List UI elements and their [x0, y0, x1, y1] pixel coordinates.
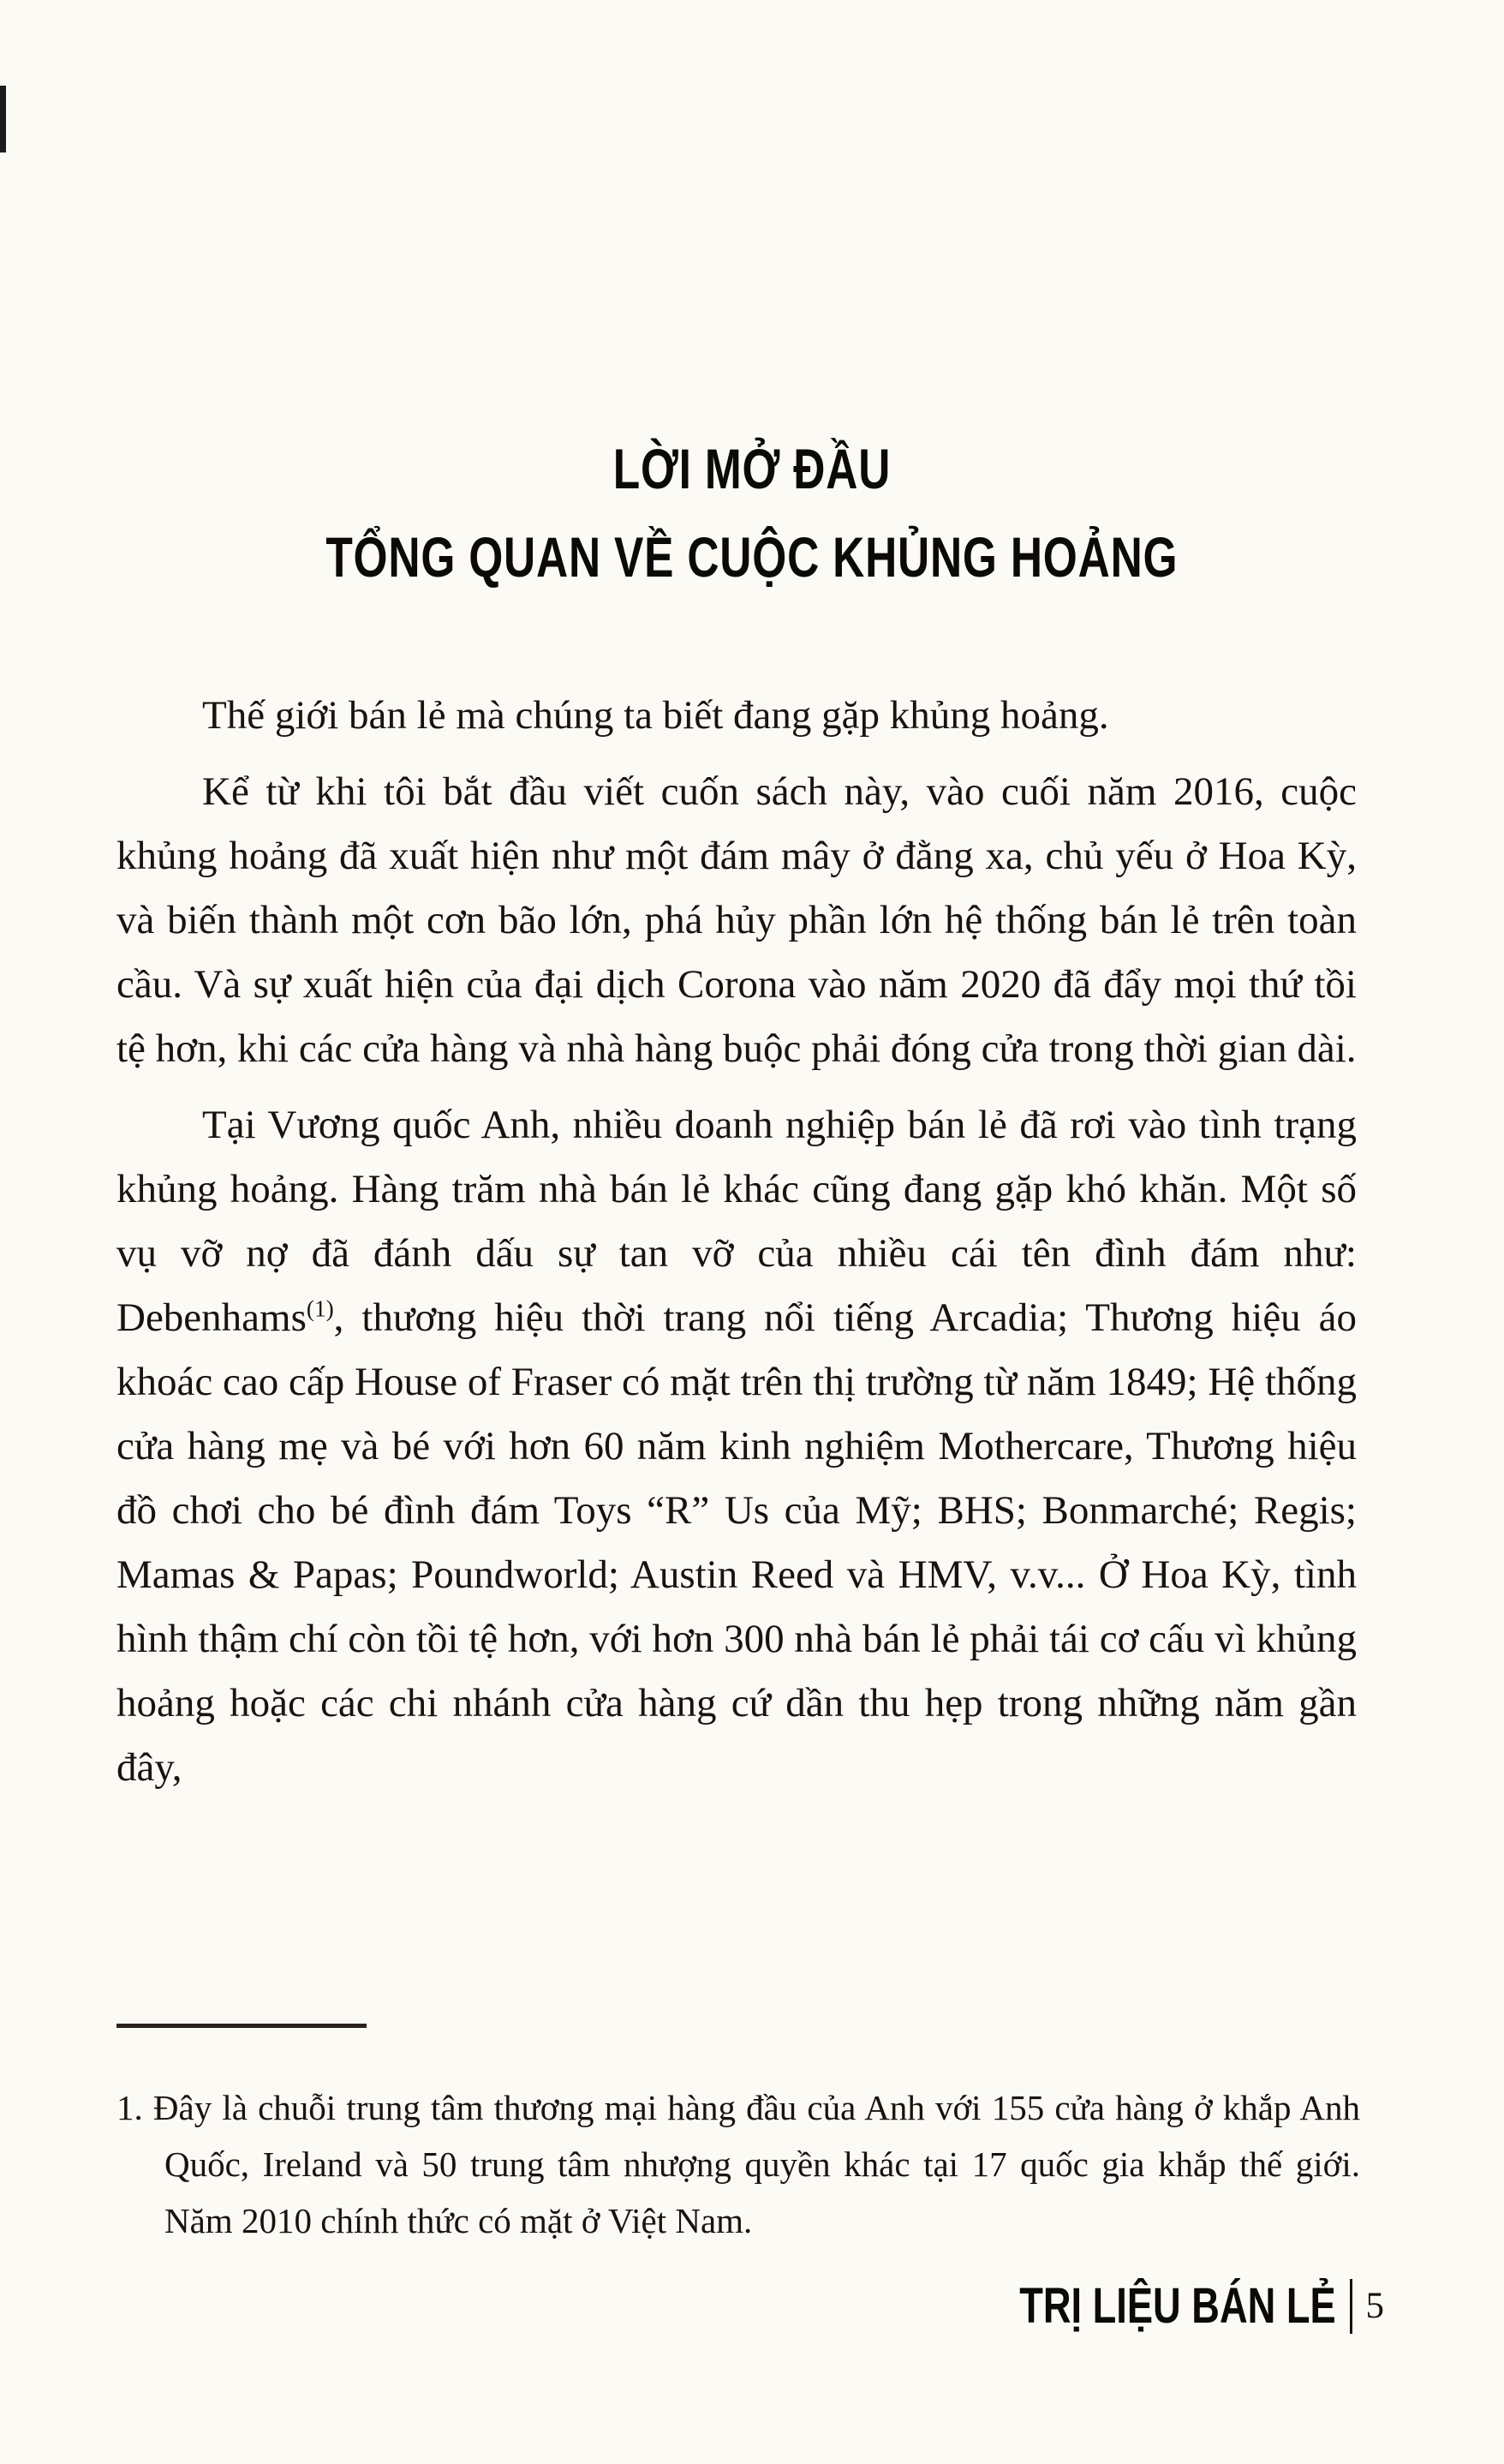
scan-edge-artifact: [0, 86, 6, 153]
page-footer: [930, 2277, 1384, 2335]
footnote-text: Đây là chuỗi trung tâm thương mại hàng đầu của Anh với 155 cửa hàng ở khắp Anh Quốc, Ireland và 50 trung tâm nhượng quyền khác tại 17 quốc gia khắp thế giới. Năm 2010 chính thức có mặt ở Việt Nam.: [152, 2088, 1360, 2240]
body-text: [116, 684, 1357, 1812]
body-paragraph-2: Kể từ khi tôi bắt đầu viết cuốn sách này, vào cuối năm 2016, cuộc khủng hoảng đã xuất hiện như một đám mây ở đằng xa, chủ yếu ở Hoa Kỳ, và biến thành một cơn bão lớn, phá hủy phần lớn hệ thống bán lẻ trên toàn cầu. Và sự xuất hiện của đại dịch Corona vào năm 2020 đã đẩy mọi thứ tồi tệ hơn, khi các cửa hàng và nhà hàng buộc phải đóng cửa trong thời gian dài.: [116, 769, 1357, 1071]
page-number: 5: [1365, 2286, 1384, 2326]
footer-book-title: TRỊ LIỆU BÁN LẺ: [1019, 2278, 1336, 2334]
footnote-reference: (1): [306, 1295, 334, 1322]
body-paragraph-3-text: Tại Vương quốc Anh, nhiều doanh nghiệp bán lẻ đã rơi vào tình trạng khủng hoảng. Hàng trăm nhà bán lẻ khác cũng đang gặp khó khăn. Một số vụ vỡ nợ đã đánh dấu sự tan vỡ của nhiều cái tên đình đám như: Debenhams: [116, 1103, 1357, 1340]
footnote-divider: [116, 2024, 367, 2028]
body-paragraph-1: Thế giới bán lẻ mà chúng ta biết đang gặp khủng hoảng.: [202, 693, 1109, 738]
footer-divider: [1350, 2279, 1352, 2334]
chapter-heading-line2: TỔNG QUAN VỀ CUỘC KHỦNG HOẢNG: [325, 525, 1179, 589]
body-paragraph-3: [116, 1093, 1357, 1800]
footnote: [116, 2079, 1360, 2249]
chapter-heading: [0, 433, 1504, 609]
footnote-marker: 1.: [116, 2088, 143, 2127]
body-paragraph-3-continued: , thương hiệu thời trang nổi tiếng Arcadia; Thương hiệu áo khoác cao cấp House of Fraser có mặt trên thị trường từ năm 1849; Hệ thống cửa hàng mẹ và bé với hơn 60 năm kinh nghiệm Mothercare, Thương hiệu đồ chơi cho bé đình đám Toys “R” Us của Mỹ; BHS; Bonmarché; Regis; Mamas & Papas; Poundworld; Austin Reed và HMV, v.v... Ở Hoa Kỳ, tình hình thậm chí còn tồi tệ hơn, với hơn 300 nhà bán lẻ phải tái cơ cấu vì khủng hoảng hoặc các chi nhánh cửa hàng cứ dần thu hẹp trong những năm gần đây,: [116, 1295, 1357, 1790]
chapter-heading-line1: LỜI MỞ ĐẦU: [612, 437, 892, 500]
